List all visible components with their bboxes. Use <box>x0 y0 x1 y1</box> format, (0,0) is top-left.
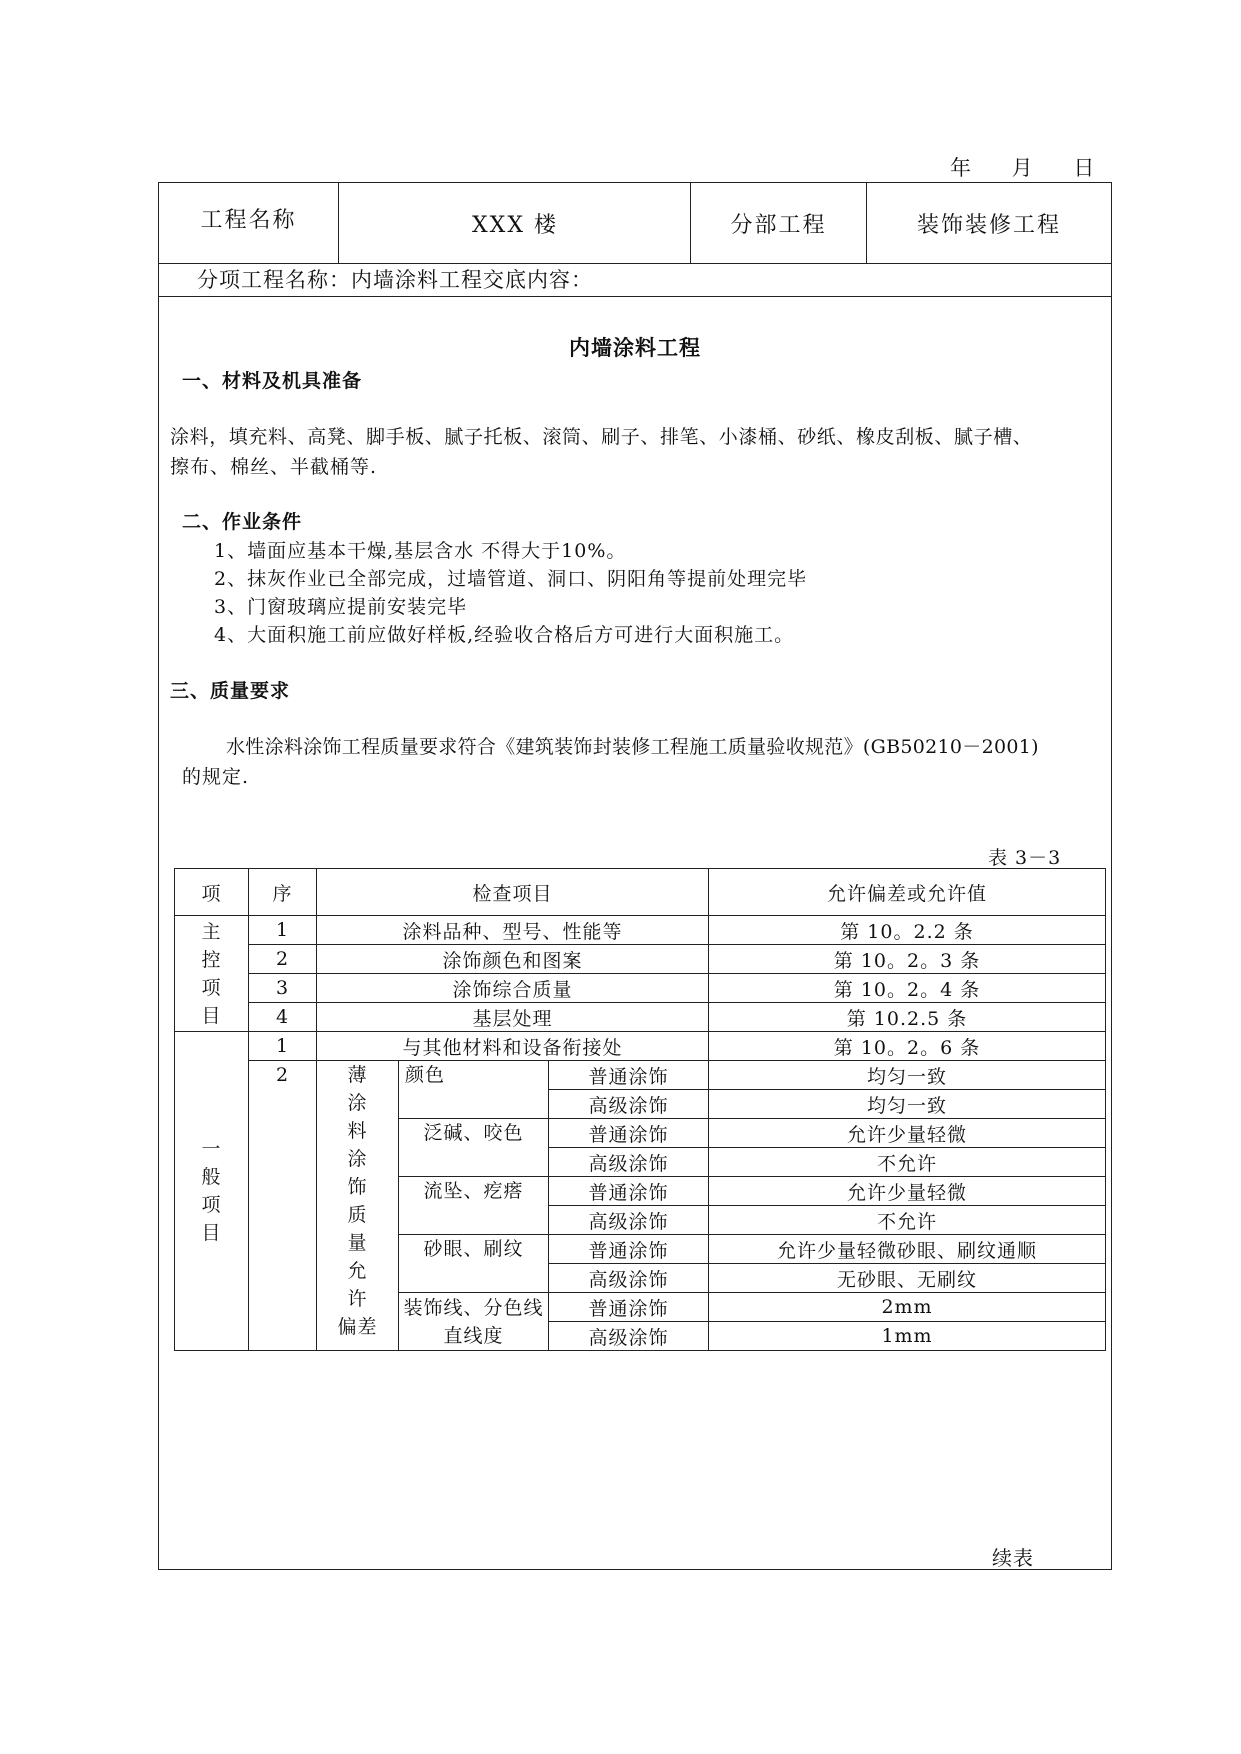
project-name-value: XXX 楼 <box>340 183 691 263</box>
main-group-label: 主 控 项 目 <box>175 916 249 1032</box>
check-item: 基层处理 <box>317 1003 709 1032</box>
grade: 普通涂饰 <box>549 1061 709 1090</box>
allowance: 不允许 <box>709 1148 1106 1177</box>
condition-item-2: 2、抹灰作业已全部完成，过墙管道、洞口、阴阳角等提前处理完毕 <box>214 568 808 590</box>
header-cell: 序 <box>249 869 317 916</box>
allowance: 第 10。2.2 条 <box>709 916 1106 945</box>
header-cell: 检查项目 <box>317 869 709 916</box>
condition-item-1: 1、墙面应基本干燥,基层含水 不得大于10%。 <box>214 540 627 562</box>
table-row <box>175 1061 1106 1090</box>
date-line: 年 月 日 <box>950 156 1097 180</box>
row-number: 2 <box>249 945 317 974</box>
continued-label: 续表 <box>992 1546 1034 1570</box>
doc-title: 内墙涂料工程 <box>569 335 701 360</box>
subitem-line: 分项工程名称：内墙涂料工程交底内容： <box>159 264 1111 297</box>
check-item: 涂饰综合质量 <box>317 974 709 1003</box>
allowance: 第 10。2。4 条 <box>709 974 1106 1003</box>
row-number: 1 <box>249 1032 317 1061</box>
allowance: 第 10。2。6 条 <box>709 1032 1106 1061</box>
allowance: 均匀一致 <box>709 1090 1106 1119</box>
quality-table <box>174 868 1106 1351</box>
grade: 高级涂饰 <box>549 1090 709 1119</box>
check-item: 与其他材料和设备衔接处 <box>317 1032 709 1061</box>
table-row <box>175 916 1106 945</box>
check-item: 涂料品种、型号、性能等 <box>317 916 709 945</box>
table-caption: 表 3－3 <box>988 847 1062 869</box>
allowance: 均匀一致 <box>709 1061 1106 1090</box>
row-number: 4 <box>249 1003 317 1032</box>
section1-line2: 擦布、棉丝、半截桶等. <box>170 456 378 478</box>
header-cell: 允许偏差或允许值 <box>709 869 1106 916</box>
sub-item-name: 流坠、疙瘩 <box>399 1177 549 1235</box>
sub-item-name: 装饰线、分色线 直线度 <box>399 1293 549 1351</box>
grade: 高级涂饰 <box>549 1264 709 1293</box>
project-name-label: 工程名称 <box>159 183 339 263</box>
section3-heading: 三、质量要求 <box>170 680 291 702</box>
table-row <box>175 1032 1106 1061</box>
grade: 普通涂饰 <box>549 1235 709 1264</box>
section3-line2: 的规定. <box>182 766 250 788</box>
check-item: 涂饰颜色和图案 <box>317 945 709 974</box>
allowance: 无砂眼、无刷纹 <box>709 1264 1106 1293</box>
table-header-row <box>175 869 1106 916</box>
condition-item-4: 4、大面积施工前应做好样板,经验收合格后方可进行大面积施工。 <box>214 624 795 646</box>
section1-heading: 一、材料及机具准备 <box>182 370 363 392</box>
allowance: 允许少量轻微砂眼、刷纹通顺 <box>709 1235 1106 1264</box>
table-row <box>175 974 1106 1003</box>
allowance: 第 10。2。3 条 <box>709 945 1106 974</box>
header-cell: 项 <box>175 869 249 916</box>
grade: 高级涂饰 <box>549 1322 709 1351</box>
row-number: 3 <box>249 974 317 1003</box>
thin-coat-label: 薄 涂 料 涂 饰 质 量 允 许 偏差 <box>317 1061 399 1351</box>
allowance: 2mm <box>709 1293 1106 1322</box>
table-row <box>175 1003 1106 1032</box>
allowance: 允许少量轻微 <box>709 1177 1106 1206</box>
grade: 普通涂饰 <box>549 1293 709 1322</box>
allowance: 第 10.2.5 条 <box>709 1003 1106 1032</box>
allowance: 1mm <box>709 1322 1106 1351</box>
sub-item-name: 颜色 <box>399 1061 549 1119</box>
grade: 高级涂饰 <box>549 1206 709 1235</box>
section2-heading: 二、作业条件 <box>182 511 303 533</box>
header-row <box>159 183 1111 264</box>
division-value: 装饰装修工程 <box>916 212 1061 238</box>
row-number: 2 <box>249 1061 317 1351</box>
section3-line1: 水性涂料涂饰工程质量要求符合《建筑装饰封装修工程施工质量验收规范》(GB50210－2001) <box>226 736 1039 758</box>
grade: 高级涂饰 <box>549 1148 709 1177</box>
grade: 普通涂饰 <box>549 1177 709 1206</box>
section1-line1: 涂料，填充料、高凳、脚手板、腻子托板、滚筒、刷子、排笔、小漆桶、砂纸、橡皮刮板、腻子槽、 <box>170 426 1033 448</box>
sub-item-name: 泛碱、咬色 <box>399 1119 549 1177</box>
sub-item-name: 砂眼、刷纹 <box>399 1235 549 1293</box>
condition-item-3: 3、门窗玻璃应提前安装完毕 <box>214 596 468 618</box>
general-group-label: 一 般 项 目 <box>175 1032 249 1351</box>
table-row <box>175 945 1106 974</box>
grade: 普通涂饰 <box>549 1119 709 1148</box>
allowance: 允许少量轻微 <box>709 1119 1106 1148</box>
division-label: 分部工程 <box>691 183 867 263</box>
allowance: 不允许 <box>709 1206 1106 1235</box>
row-number: 1 <box>249 916 317 945</box>
